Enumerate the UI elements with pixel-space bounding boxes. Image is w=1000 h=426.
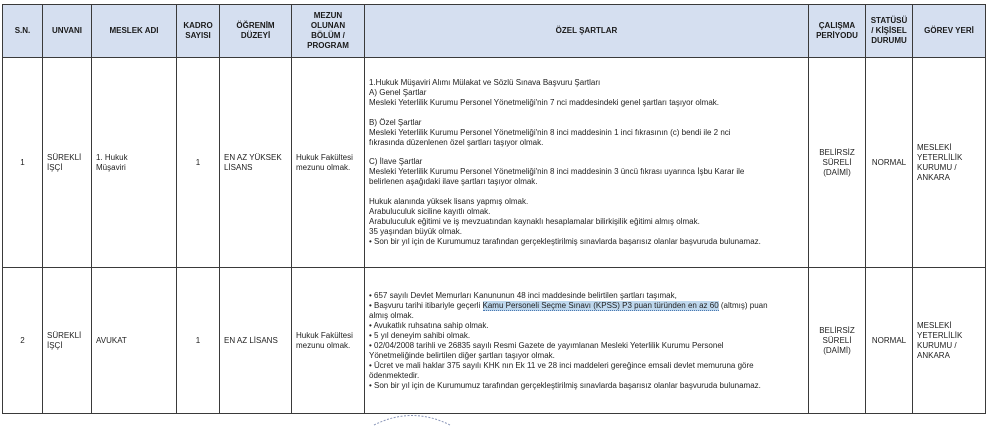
cell-meslek-adi: AVUKAT — [92, 268, 177, 414]
header-mezun-line: MEZUN — [313, 11, 343, 20]
header-ozel-sartlar: ÖZEL ŞARTLAR — [365, 5, 809, 58]
spec-line: • Son bir yıl için de Kurumumuz tarafından gerçekleştirilmiş sınavlarda başarısız olanlar başvuruda bulunamaz. — [369, 380, 761, 390]
cell-line: ANKARA — [917, 172, 950, 182]
header-meslek-adi: MESLEK ADI — [92, 5, 177, 58]
header-statusu-line: STATÜSÜ — [870, 16, 908, 25]
cell-line: Hukuk Fakültesi — [296, 152, 353, 162]
cell-calisma — [809, 268, 866, 414]
cell-unvani — [43, 58, 92, 268]
spec-line: Mesleki Yeterlilik Kurumu Personel Yönetmeliği'nin 8 inci maddesinin 3 üncü fıkrası uyarınca İşbu Karar ile — [369, 167, 745, 177]
cell-kadro: 1 — [177, 268, 220, 414]
cell-line: YETERLİLİK — [917, 152, 963, 162]
cell-gorev-yeri — [913, 58, 986, 268]
spec-line: ödenmektedir. — [369, 370, 420, 380]
header-statusu-line: / KİŞİSEL — [871, 26, 907, 35]
header-mezun-line: OLUNAN — [310, 21, 346, 30]
spec-line: • Ücret ve mali haklar 375 sayılı KHK nın Ek 11 ve 28 inci maddeleri gereğince emsali devlet memuruna göre — [369, 360, 754, 370]
header-sn: S.N. — [3, 5, 43, 58]
header-mezun-line: BÖLÜM / — [311, 31, 345, 40]
spec-line: • 657 sayılı Devlet Memurları Kanununun 48 inci maddesinde belirtilen şartları taşımak, — [369, 290, 677, 300]
spec-line: B) Özel Şartlar — [369, 117, 422, 127]
cell-ozel-sartlar — [365, 268, 809, 414]
cell-line: İŞÇİ — [47, 340, 63, 350]
job-listing-table — [2, 4, 986, 414]
spec-blank-line — [369, 187, 804, 197]
spec-line: Yönetmeliğinde belirtilen diğer şartları taşıyor olmak. — [369, 350, 555, 360]
spec-line: • Avukatlık ruhsatına sahip olmak. — [369, 320, 489, 330]
cell-line: YETERLİLİK — [917, 330, 963, 340]
kpss-highlight: Kamu Personeli Seçme Sınavı (KPSS) P3 puan türünden en az 60 — [482, 300, 719, 310]
header-gorev-yeri: GÖREV YERİ — [913, 5, 986, 58]
spec-line: • 5 yıl deneyim sahibi olmak. — [369, 330, 471, 340]
cell-calisma — [809, 58, 866, 268]
spec-text: (altmış) puan — [718, 300, 768, 310]
cell-line: SÜRELİ — [822, 335, 852, 345]
cell-line: mezunu olmak. — [296, 340, 351, 350]
header-mezun-line: PROGRAM — [307, 41, 349, 50]
cell-ozel-sartlar — [365, 58, 809, 268]
table-row — [3, 58, 986, 268]
header-kadro-sayisi — [177, 5, 220, 58]
cell-line: KURUMU / — [917, 340, 957, 350]
spec-line: Arabuluculuk siciline kayıtlı olmak. — [369, 207, 491, 217]
stamp-edge — [372, 410, 452, 426]
cell-line: MESLEKİ — [917, 142, 952, 152]
spec-blank-line — [369, 148, 804, 158]
spec-lines — [369, 78, 804, 248]
cell-line: Hukuk Fakültesi — [296, 330, 353, 340]
cell-mezun — [292, 268, 365, 414]
spec-line: Mesleki Yeterlilik Kurumu Personel Yönetmeliği'nin 8 inci maddesinin 1 inci fıkrasının (c) bendi ile 2 nci — [369, 127, 731, 137]
cell-gorev-yeri — [913, 268, 986, 414]
cell-line: Müşaviri — [96, 162, 126, 172]
cell-line: 1. Hukuk — [96, 152, 128, 162]
cell-line: ANKARA — [917, 350, 950, 360]
spec-line: belirlenen aşağıdaki ilave şartları taşıyor olmak. — [369, 177, 538, 187]
cell-kadro: 1 — [177, 58, 220, 268]
header-row — [3, 5, 986, 58]
spec-line: 1.Hukuk Müşaviri Alımı Mülakat ve Sözlü Sınava Başvuru Şartları — [369, 77, 601, 87]
cell-sn: 1 — [3, 58, 43, 268]
cell-ogrenim — [220, 58, 292, 268]
spec-line: Hukuk alanında yüksek lisans yapmış olmak. — [369, 197, 529, 207]
cell-line: SÜRELİ — [822, 157, 852, 167]
spec-line — [369, 301, 804, 311]
cell-mezun — [292, 58, 365, 268]
cell-line: İŞÇİ — [47, 162, 63, 172]
header-ogrenim-line: DÜZEYİ — [240, 31, 271, 40]
cell-line: KURUMU / — [917, 162, 957, 172]
cell-ogrenim: EN AZ LİSANS — [220, 268, 292, 414]
cell-line: (DAİMİ) — [823, 167, 851, 177]
header-calisma-line: PERİYODU — [816, 31, 858, 40]
spec-line: • 02/04/2008 tarihli ve 26835 sayılı Resmi Gazete de yayımlanan Mesleki Yeterlilik Kurumu Personel — [369, 340, 724, 350]
header-ogrenim-line: ÖĞRENİM — [236, 21, 275, 30]
header-statusu — [866, 5, 913, 58]
cell-meslek-adi — [92, 58, 177, 268]
header-kadro-line: KADRO — [183, 21, 213, 30]
table-row — [3, 268, 986, 414]
header-statusu-line: DURUMU — [871, 36, 907, 45]
spec-text: • Başvuru tarihi itibariyle geçerli — [369, 300, 483, 310]
cell-statu: NORMAL — [866, 268, 913, 414]
header-unvani: UNVANI — [43, 5, 92, 58]
cell-line: (DAİMİ) — [823, 345, 851, 355]
cell-line: SÜREKLİ — [47, 330, 82, 340]
header-calisma-periyodu — [809, 5, 866, 58]
cell-line: BELİRSİZ — [819, 325, 855, 335]
cell-line: EN AZ YÜKSEK — [224, 152, 282, 162]
header-kadro-line: SAYISI — [185, 31, 211, 40]
cell-line: SÜREKLİ — [47, 152, 82, 162]
cell-statu: NORMAL — [866, 58, 913, 268]
cell-line: MESLEKİ — [917, 320, 952, 330]
header-calisma-line: ÇALIŞMA — [818, 21, 856, 30]
spec-line: 35 yaşından büyük olmak. — [369, 227, 462, 237]
spec-blank-line — [369, 108, 804, 118]
cell-sn: 2 — [3, 268, 43, 414]
spec-line: Mesleki Yeterlilik Kurumu Personel Yönetmeliği'nin 7 nci maddesindeki genel şartları taşıyor olmak. — [369, 97, 719, 107]
spec-line: almış olmak. — [369, 310, 414, 320]
spec-line: fıkrasında düzenlenen özel şartları taşıyor olmak. — [369, 137, 544, 147]
cell-line: BELİRSİZ — [819, 147, 855, 157]
spec-line: • Son bir yıl için de Kurumumuz tarafından gerçekleştirilmiş sınavlarda başarısız olanlar başvuruda bulunamaz. — [369, 237, 761, 247]
cell-line: mezunu olmak. — [296, 162, 351, 172]
spec-line: C) İlave Şartlar — [369, 157, 423, 167]
cell-unvani — [43, 268, 92, 414]
header-ogrenim-duzeyi — [220, 5, 292, 58]
spec-line: A) Genel Şartlar — [369, 87, 427, 97]
spec-line: Arabuluculuk eğitimi ve iş mevzuatından kaynaklı hesaplamalar bilirkişilik eğitimi almış olmak. — [369, 217, 700, 227]
header-mezun-bolum — [292, 5, 365, 58]
cell-line: LİSANS — [224, 162, 253, 172]
